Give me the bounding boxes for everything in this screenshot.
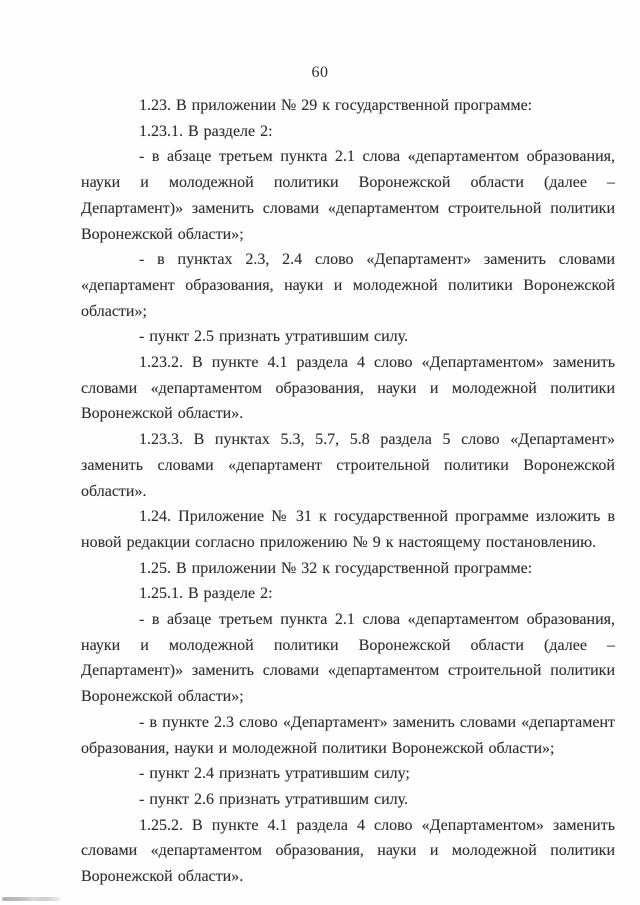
paragraph: 1.25. В приложении № 32 к государственной программе: — [139, 559, 533, 577]
paragraph: - в абзаце третьем пункта 2.1 слова «департаментом образования, науки и молодежной политики Воронежской области (далее – Департамент)» заменить словами «департаментом строительной политики Воронежской области»; — [81, 611, 615, 706]
paragraph: 1.25.2. В пункте 4.1 раздела 4 слово «Департаментом» заменить словами «департаментом образования, науки и молодежной политики Воронежской области». — [81, 816, 615, 886]
paragraph: 1.23.1. В разделе 2: — [139, 122, 273, 140]
paragraph: - в пунктах 2.3, 2.4 слово «Департамент» заменить словами «департамент образования, науки и молодежной политики Воронежской области»; — [81, 251, 615, 320]
scan-artifact — [2, 897, 60, 901]
paragraph: - в пункте 2.3 слово «Департамент» заменить словами «департамент образования, науки и молодежной политики Воронежской области»; — [81, 713, 615, 757]
paragraph: - пункт 2.4 признать утратившим силу; — [139, 765, 410, 783]
page-number: 60 — [311, 64, 329, 81]
paragraph: 1.23.2. В пункте 4.1 раздела 4 слово «Департаментом» заменить словами «департаментом образования, науки и молодежной политики Воронежской области». — [81, 354, 615, 423]
paragraph: 1.25.1. В разделе 2: — [139, 585, 273, 603]
document-body — [81, 93, 615, 890]
paragraph: - пункт 2.6 признать утратившим силу. — [139, 790, 409, 808]
paragraph: 1.24. Приложение № 31 к государственной программе изложить в новой редакции согласно приложению № 9 к настоящему постановлению. — [81, 508, 615, 551]
paragraph: 1.23.3. В пунктах 5.3, 5.7, 5.8 раздела 5 слово «Департамент» заменить словами «департамент строительной политики Воронежской области». — [81, 431, 615, 500]
paragraph: - в абзаце третьем пункта 2.1 слова «департаментом образования, науки и молодежной политики Воронежской области (далее – Департамент)» заменить словами «департаментом строительной политики Воронежской области»; — [81, 148, 615, 243]
paragraph: - пункт 2.5 признать утратившим силу. — [139, 328, 409, 346]
paragraph: 1.23. В приложении № 29 к государственной программе: — [139, 97, 533, 114]
